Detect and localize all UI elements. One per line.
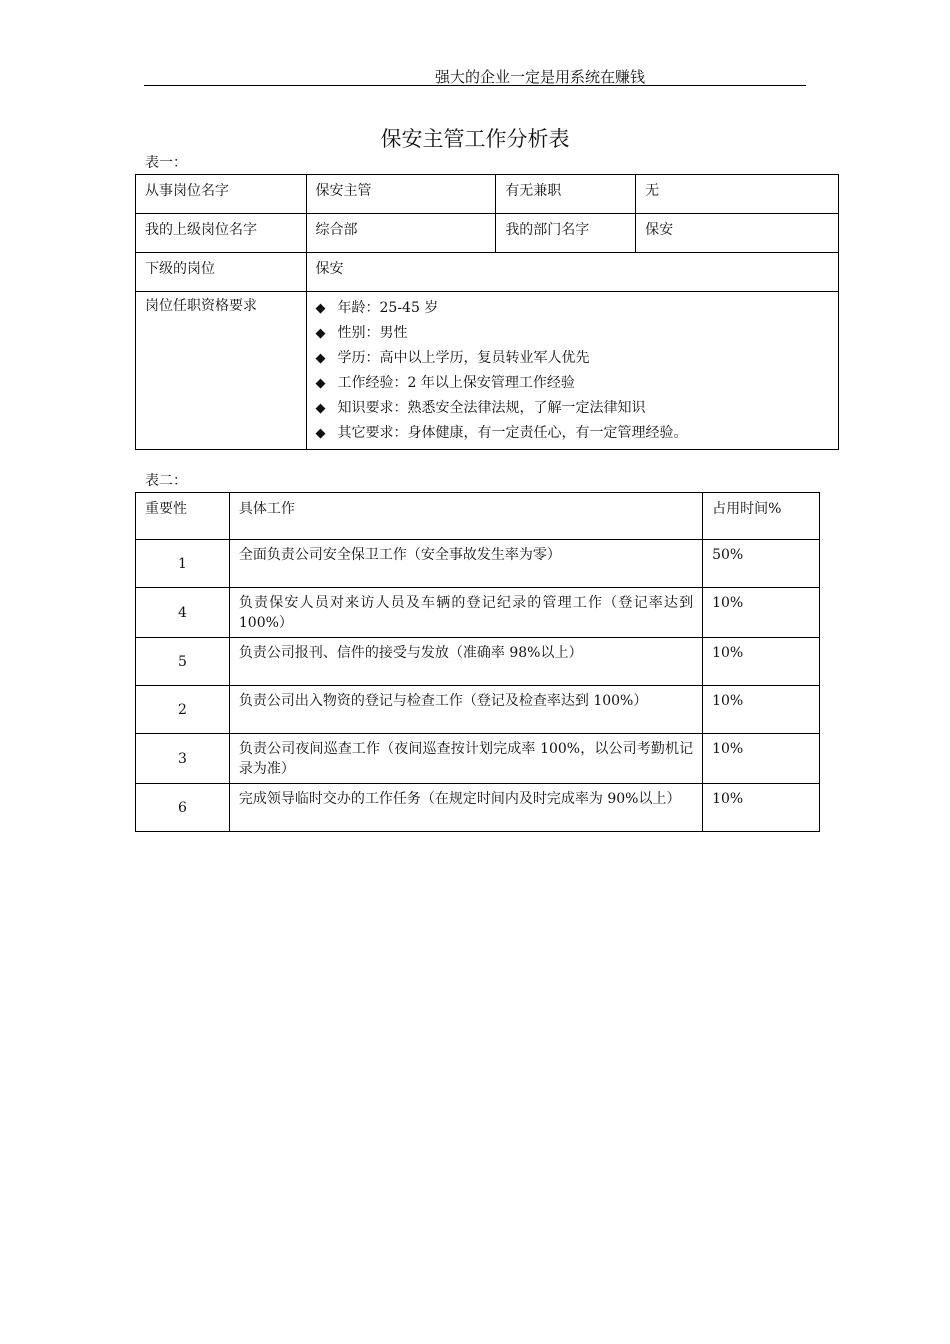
list-item: ◆ 知识要求：熟悉安全法律法规，了解一定法律知识 <box>316 396 830 421</box>
diamond-bullet-icon: ◆ <box>315 426 326 441</box>
table-row <box>136 588 820 638</box>
table-row <box>136 175 839 214</box>
list-item: ◆ 其它要求：身体健康，有一定责任心，有一定管理经验。 <box>316 421 830 446</box>
time-cell: 10% <box>703 588 820 638</box>
field-label: 岗位任职资格要求 <box>136 292 307 450</box>
field-value: 综合部 <box>306 214 496 253</box>
table1-caption: 表一： <box>145 155 187 171</box>
field-label: 从事岗位名字 <box>136 175 307 214</box>
table-row <box>136 214 839 253</box>
importance-cell: 3 <box>136 734 230 784</box>
header-text: 强大的企业一定是用系统在赚钱 <box>434 68 645 86</box>
diamond-bullet-icon: ◆ <box>315 326 326 341</box>
diamond-bullet-icon: ◆ <box>315 401 326 416</box>
time-cell: 50% <box>703 540 820 588</box>
table-row <box>136 638 820 686</box>
time-cell: 10% <box>703 784 820 832</box>
header-rule <box>144 85 806 86</box>
field-label: 我的上级岗位名字 <box>136 214 307 253</box>
diamond-bullet-icon: ◆ <box>315 301 326 316</box>
table-header-row <box>136 493 820 540</box>
field-value: 保安 <box>636 214 839 253</box>
table-row <box>136 540 820 588</box>
table2-caption: 表二： <box>145 473 187 489</box>
table-row <box>136 686 820 734</box>
list-item: ◆ 年龄：25-45 岁 <box>316 296 830 321</box>
task-cell: 全面负责公司安全保卫工作（安全事故发生率为零） <box>229 540 702 588</box>
importance-cell: 5 <box>136 638 230 686</box>
task-cell: 完成领导临时交办的工作任务（在规定时间内及时完成率为 90%以上） <box>229 784 702 832</box>
time-cell: 10% <box>703 638 820 686</box>
table-row <box>136 784 820 832</box>
task-cell: 负责公司报刊、信件的接受与发放（准确率 98%以上） <box>229 638 702 686</box>
column-header-time: 占用时间% <box>703 493 820 540</box>
requirements-list <box>316 296 830 446</box>
job-info-table <box>135 174 839 450</box>
column-header-importance: 重要性 <box>136 493 230 540</box>
time-cell: 10% <box>703 734 820 784</box>
time-cell: 10% <box>703 686 820 734</box>
page-header <box>0 66 950 87</box>
column-header-task: 具体工作 <box>229 493 702 540</box>
document-title: 保安主管工作分析表 <box>380 127 570 151</box>
field-value: 无 <box>636 175 839 214</box>
importance-cell: 2 <box>136 686 230 734</box>
list-item: ◆ 性别：男性 <box>316 321 830 346</box>
importance-cell: 6 <box>136 784 230 832</box>
list-item: ◆ 工作经验：2 年以上保安管理工作经验 <box>316 371 830 396</box>
list-item: ◆ 学历：高中以上学历，复员转业军人优先 <box>316 346 830 371</box>
field-label: 下级的岗位 <box>136 253 307 292</box>
diamond-bullet-icon: ◆ <box>315 376 326 391</box>
field-label: 我的部门名字 <box>496 214 636 253</box>
table-row <box>136 253 839 292</box>
field-value: 保安 <box>306 253 839 292</box>
importance-cell: 1 <box>136 540 230 588</box>
task-cell: 负责保安人员对来访人员及车辆的登记纪录的管理工作（登记率达到 100%） <box>229 588 702 638</box>
table-row <box>136 292 839 450</box>
diamond-bullet-icon: ◆ <box>315 351 326 366</box>
field-value: 保安主管 <box>306 175 496 214</box>
field-label: 有无兼职 <box>496 175 636 214</box>
task-cell: 负责公司出入物资的登记与检查工作（登记及检查率达到 100%） <box>229 686 702 734</box>
importance-cell: 4 <box>136 588 230 638</box>
duties-table <box>135 492 820 832</box>
table-row <box>136 734 820 784</box>
task-cell: 负责公司夜间巡查工作（夜间巡查按计划完成率 100%，以公司考勤机记录为准） <box>229 734 702 784</box>
requirements-cell <box>306 292 839 450</box>
